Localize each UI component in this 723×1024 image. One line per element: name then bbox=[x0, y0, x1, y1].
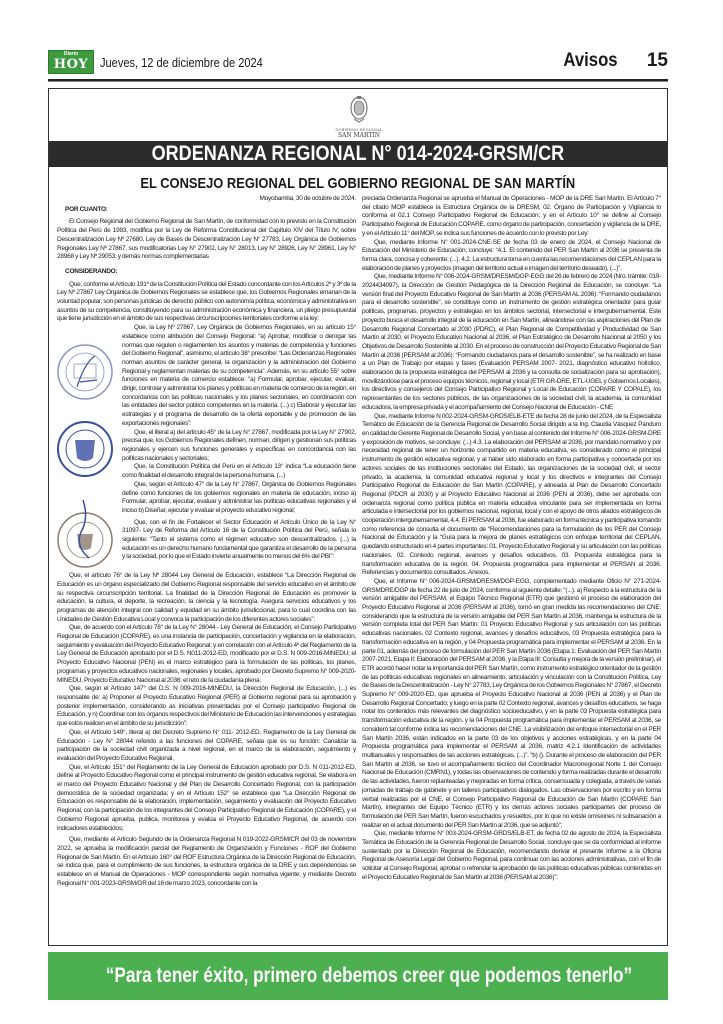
ordinance-title: ORDENANZA REGIONAL N° 014-2024-GRSM/CR bbox=[151, 142, 565, 165]
council-subtitle: EL CONSEJO REGIONAL DEL GOBIERNO REGIONAL DE SAN MARTÍN bbox=[140, 175, 576, 192]
issue-date: Jueves, 12 de diciembre de 2024 bbox=[100, 55, 263, 70]
section-name: Avisos bbox=[563, 50, 618, 71]
paragraph: Que, el artículo 76° de la Ley Nº 28044 Ley General de Educación, establece “La Dirección Regional de Educación es un órgano especializado del Gobierno Regional responsable del servicio educativo en el ámbito de su respectiva circunscripción territorial. La finalidad de la Dirección Regional de Educación es promover la educación, la cultura, el deporte, la recreación, la ciencia y la tecnología. Asegura servicios educativos y los programas de atención integral con calidad y equidad en su ámbito jurisdiccional, para lo cual coordina con las Unidades de Gestión Educativa Local y convoca la participación de los diferentes actores sociales”: bbox=[57, 572, 356, 623]
title-band bbox=[49, 141, 667, 167]
quote-banner bbox=[48, 952, 668, 1000]
paragraph: Que, conforme el Artículo 191º de la Constitución Política del Estado concordante con los Artículos 2º y 3º de la Ley Nº 27867 Ley Orgánica de Gobiernos Regionales se establece que, los Gobiernos Regionales emanan de la voluntad popular, son personas jurídicas de derecho público con autonomía política, económica y administrativa en asuntos de su competencia, constituyendo para su administración económica y financiera, un pliego presupuestal que tiene jurisdicción en el ámbito de sus respectivas circunscripciones territoriales conforme a la ley: bbox=[57, 280, 356, 323]
paragraph: Que, la Ley Nº 27867, Ley Orgánica de Gobiernos Regionales, en su artículo 15° establece como atribución del Consejo Regional: “a) Aprobar, modificar o derogar las normas que regulen o reglamenten los asuntos y materias de competencia y funciones del Gobierno Regional”, asimismo, el artículo 38° prescribe: “Las Ordenanzas Regionales norman asuntos de carácter general, la organización y la administración del Gobierno Regional y reglamentan materias de su competencia”. Además, en su artículo 55° sobre funciones en materia de comercio establece: “a) Formular, aprobar, ejecutar, evaluar, dirigir, controlar y administrar los planes y políticas en materia de comercio de la región, en concordancia con las políticas nacionales y los planes sectoriales, en coordinación con las entidades del sector público competentes en la materia. (...) c) Elaborar y ejecutar las estrategias y el programa de desarrollo de la oferta exportable y de promoción de las exportaciones regionales”: bbox=[122, 324, 356, 427]
paragraph: Que, mediante Informe N° 006-2024-GRSM/DRESM/DGP-EGG del 26 de febrero de 2024 (Nro. trámite: 019-2024434097), la Dirección de Gestión Pedagógica de la Dirección Regional de Educación, se concluye: “La versión final del Proyecto Educativo Regional de San Martín al 2036 (PERSAM AL 2036): “Formando ciudadanos para el desarrollo sostenible”, se constituye como un instrumento de gestión estratégica orientador para guiar políticas, programas, proyectos y estrategias en los ámbitos sectorial, intersectorial e intergubernamental. Este proyecto busca el desarrollo integral de la educación en San Martín, alineándose con las aspiraciones del Plan de Desarrollo Regional Concertado al 2030 (PDRC), el Plan Regional de Competitividad y Productividad de San Martín al 2030, el Proyecto Educativo Nacional al 2036, el Plan Estratégico de Desarrollo Nacional al 2050 y los Objetivos de Desarrollo Sostenible al 2030. En el proceso de construcción del Proyecto Educativo Regional de San Martín al 2036 (PERSAM al 2036): “Formando ciudadanos para el desarrollo sostenible”, se ha realizado en base a un Plan de Trabajo por etapas y fases (Evaluación PERSAM 2007- 2021, diagnóstico educativo holístico, elaboración de la propuesta estratégica del PERSAM al 2036 y la consulta de socialización para su aprobación), movilizándose para el proceso equipos técnicos, regional y local (ETR GR-DRE, ETL-UGEL y Gobiernos Locales), los directivos y consejeros del Consejo Participativo Regional y Local de Educación (COPARE Y COPALE), los representantes de los sectores públicos, de las organizaciones de la sociedad civil, la academia, la comunidad educadora, la empresa privada y el acompañamiento del Consejo Nacional de Educación - CNE bbox=[362, 273, 661, 411]
page-number: 15 bbox=[646, 50, 668, 71]
paragraph: El Consejo Regional del Gobierno Regional de San Martín, de conformidad con lo previsto en la Constitución Política del Perú de 1993, modifica por la Ley de Reforma Constitucional del Capítulo XIV del Título IV, sobre Descentralización Ley Nº 27680, Ley de Bases de Descentralización Ley N° 27783, Ley Orgánica de Gobiernos Regionales Ley Nº 27867, sus modificatorias Ley N° 27902, Ley N° 28013, Ley N° 28926, Ley N° 28961, Ley N° 28968 y Ley Nº 29053, y demás normas complementarias bbox=[57, 218, 356, 261]
council-stamp-icon bbox=[55, 420, 115, 478]
quote-text: “Para tener éxito, primero debemos creer que podemos tenerlo” bbox=[105, 964, 633, 987]
subtitle-wrap bbox=[49, 175, 667, 193]
notice-box bbox=[48, 88, 668, 946]
paragraph: Que, el Artículo 151° del Reglamento de la Ley General de Educación aprobado por D.S. N 011-2012-ED, define al Proyecto Educativo Regional como el principal instrumento de gestión educativa regional. Se elabora en el marco del Proyecto Educativo Nacional y del Plan de Desarrollo Concertado Regional, con la participación democrática de la sociedad organizada; y en el Artículo 152° se establece que “La Dirección Regional de Educación es responsable de la elaboración, implementación, seguimiento y evaluación del Proyecto Educativo Regional, con la participación de los integrantes del Consejo Participativo Regional de Educación (COPARE), y el Gobierno Regional aprueba, publica, monitorea y evalúa el Proyecto Educativo Regional, de acuerdo con indicadores establecidos; bbox=[57, 763, 356, 832]
considerando-heading: CONSIDERANDO: bbox=[65, 267, 118, 275]
logo-small-text: Diario bbox=[63, 51, 79, 57]
right-column bbox=[362, 195, 661, 883]
logo-line2: SAN MARTÍN bbox=[337, 132, 381, 139]
header-rule bbox=[48, 79, 668, 82]
paragraph: Que, según el Artículo 147° del D.S. N 009-2016-MINEDU, la Dirección Regional de Educación, (...) es responsable de: a) Proponer el Proyecto Educativo Regional (PER) al Gobierno regional para su aprobación y posterior implementación, considerando as iniciativas presentadas por el Consejo participativo Regional de Educación, y n) Coordinar con los órganos respectivos del Ministerio de Educación las intervenciones y estrategias que estos realicen en el ámbito de su jurisdicción”: bbox=[57, 685, 356, 728]
paragraph: Que, mediante el Artículo Segundo de la Ordenanza Regional N 019-2022-GRSM/CR del 03 de noviembre 2022, se aprueba la modificación parcial del Reglamento de Organización y Funciones - ROF del Gobierno Regional de San Martín. En el Artículo 160° del ROF Estructura Orgánica de la Dirección Regional de Educación, se indica que, para el cumplimiento de sus funciones, la estructura orgánica de la DRE y sus dependencias se establece en el Manual de Operaciones - MOP correspondiente según normativa vigente; y mediante Decreto Regional N° 001-2023-GRSM/GR del 16 de marzo 2023, concordante con la bbox=[57, 836, 356, 887]
por-cuanto-heading: POR CUANTO: bbox=[65, 205, 108, 213]
regional-stamp-icon bbox=[55, 342, 115, 402]
paragraph: Que, mediante Informe N° 003-2024-GRSM-GRDS/ELB-ET, de fecha 02 de agosto de 2024, la Especialista Temática de Educación de la Gerencia Regional de Desarrollo Social, concluye que se da conformidad al informe sustentado por la Dirección Regional de Educación, recomendando derivar el presente Informe a la Oficina Regional de Asesoría Legal del Gobierno Regional, para continuar con las acciones administrativas, con el fin de solicitar al Consejo Regional, aprobar o refrendar la aprobación de las políticas educativas públicas contenidas en el Proyecto Educativo Regional de San Martín al 2036 (PERSAM al 2036)”; bbox=[362, 830, 661, 881]
paragraph: Que, mediante Informe N° 001-2024-CNE-SE de fecha 03 de enero de 2024, el Consejo Nacional de Educación del Ministerio de Educación, concluye: “4.1. El contenido del PER San Martín al 2036 se presenta de forma clara, concisa y coherente; (...). 4.2. La estructura toma en cuenta las recomendaciones del CEPLAN para la elaboración de planes y proyectos (imagen del territorio actual e imagen del territorio deseado), (...)”. bbox=[362, 238, 661, 272]
paragraph: Que, el Informe N° 006-2024-GRSM/DRESM/DGP-EGG, complementado mediante Oficio N° 271-2024-GRSMDRE/DGP de fecha 22 de julio de 2024, conforme al siguiente detalle: “(...). a) Respecto a la estructura de la versión amigable del PERSAM, el Equipo Técnico Regional (ETR) que gestionó el proceso de elaboración del Proyecto Educativo Regional al 2036 (PERSAM al 2036), tomó en gran medida las recomendaciones del CNE: considerando que la estructura de la versión amigable del PER San Martín al 2036, mantenga la estructura de la versión completa total del PER San Martín: 01 Proyecto Educativo Regional y sus articulación con las políticas educativas nacionales, 02 Contexto regional, avances y desafíos educativos, 03 Propuesta estratégica para la transformación educativa en la región, y 04 Propuesta programática para implementar el PERSAM al 2036. En la parte 01, además del proceso de formulación del PER San Martín 2036 (Etapa 1: Evaluación del PER San Martín 2007-2021, Etapa II: Elaboración del PERSAM al 2036, y la Etapa III: Consulta y mejora de la versión preliminar), el ETR acordó hacer notar la importancia del PER San Martín, como instrumento estratégico orientador de la gestión de las políticas educativas regionales en alineamiento, articulación y vinculación con la Constitución Política, Ley de Bases de la Descentralización - Ley N° 27783, Ley Orgánica de los Gobiernos Regionales N° 27867, el Decreto Supremo N° 009-2020-ED, que aprueba el Proyecto Educativo Nacional al 2036 (PEN al 2036) y el Plan de Desarrollo Regional Concertado; y luego en la parte 02 Contexto regional, avances y desafíos educativos, se haga notar los contenidos más relevantes del diagnóstico socioeducativo, y en la parte 03 Propuesta estratégica para transformación educativa de la región, y la 04 Propuesta programática para implementar el PERSAM al 2036, se consideró tal conforme indica las recomendaciones del CNE. La visibilización del enfoque intersectorial en el PER San Martín 2036, están indicados en la parte 03 de los objetivos y acciones estratégicas, y en la parte 04 Propuesta programática para implementar el PERSAM al 2036, matriz 4.2.1 Identificación de actividades multianuales y responsables de las acciones estratégicas. (...)”. “b) (). Durante el proceso de elaboración del PER San Martín al 2036, se tuvo el acompañamiento técnico del Coordinador Macrorregional Norte 1 del Consejo Nacional de Educación (CMRN1), y todas las observaciones de contenido y forma realizadas durante el desarrollo de las actividades, fueron replanteadas y mejoradas en forma crítica, consensuada y colegiada, a través de varias jornadas de trabajo de gabinete y en talleres participativos dialogados. Las observaciones por escrito y en forma verbal realizadas por el CNE, el Consejo Participativo Regional de Educación de San Martín (COPARE San Martín), integrantes del Equipo Técnico (ETR) y los demás actores sociales participantes del proceso de formulación del PER San Martín, fueron escuchados y resueltos, por lo que no existe omisiones ni subsanación a realizar en el actual documento del PER San Martín al 2036, que se adjuntó”; bbox=[362, 577, 661, 829]
paragraph: Que, la Constitución Política del Perú en el Artículo 13° indica “La educación tiene como finalidad el desarrollo integral de la persona humana. (...) bbox=[122, 463, 356, 480]
paragraph: Que, de acuerdo con el Artículo 78° de la Ley N° 28044 - Ley General de Educación, el Consejo Participativo Regional de Educación (COPARE), es una instancia de participación, concertación y vigilancia en la elaboración, seguimiento y evaluación del Proyecto Educativo Regional; y en correlación con el Artículo 4º del Reglamento de la Ley General de Educación aprobado por el D.S. N011-2012-ED, modificado por el D.S. N 009-2016-MINEDU; el Proyecto Educativo Nacional (PEN) es el marco estratégico para la formulación de las políticas, los planes, programas y proyectos educativos nacionales, regionales y locales, aprobado por Decreto Supremo N° 009-2020-MINEDU, Proyecto Educativo Nacional al 2036: el reto de la ciudadanía plena: bbox=[57, 624, 356, 684]
paragraph: preciada Ordenanza Regional se aprueba el Manual de Operaciones - MOP de la DRE San Martín. El Artículo 7° del citado MOP establece la Estructura Orgánica de la DRESM, 02. Órgano de Participación y Vigilancia lo conforma el 02.1 Consejo Participativo Regional de Educación; y en el Artículo 10° se define al Consejo Participativo Regional de Educación COPARE, como órgano de participación, concertación y vigilancia de la DRE, y en el Artículo 11° del MOP, se indica sus funciones de acuerdo con lo previsto por Ley: bbox=[362, 195, 661, 237]
page-header bbox=[48, 48, 668, 76]
stamps-group bbox=[55, 340, 119, 572]
paragraph: Que, con el fin de Fortalecer el Sector Educación el Artículo Único de la Ley N° 31097- Ley de Reforma del Artículo 16 de la Constitución Política del Perú, señala lo siguiente: “Tanto el sistema como el régimen educativo son descentralizados. (...) la educación es un derecho humano fundamental que garantiza el desarrollo de la persona y la sociedad, por lo que el Estado invierte anualmente no menos del 6% del PBI”: bbox=[122, 518, 356, 561]
coat-of-arms-icon bbox=[348, 95, 370, 123]
paragraph: Que, el literal a) del artículo 45° de la Ley N° 27867, modificada por la Ley N° 27902, precisa que, los Gobiernos Regionales definen, norman, dirigen y gestionan sus políticas regionales y ejercen sus funciones generales y específicas en concordancia con las políticas nacionales y sectoriales; bbox=[122, 428, 356, 462]
place-date: Moyobamba, 30 de octubre de 2024. bbox=[259, 195, 356, 202]
secretary-stamp-icon bbox=[55, 498, 117, 570]
diario-hoy-logo bbox=[48, 50, 94, 74]
paragraph: Que, según el Artículo 47° de la Ley N° 27867, Orgánica de Gobiernos Regionales define como funciones de los gobiernos regionales en materia de educación, inciso a) Formular, aprobar, ejecutar, evaluar y administrar las políticas educativas regionales y el inciso b) Diseñar, ejecutar y evaluar el proyecto educativo regional; bbox=[122, 480, 356, 514]
left-column bbox=[57, 195, 356, 888]
gobierno-regional-logo bbox=[325, 95, 393, 139]
paragraph: Que, el Artículo 149°, literal a) del Decreto Supremo N° 011- 2012-ED, Reglamento de la Ley General de Educación - Ley N° 28044 referido a las funciones del COPARE, señala que es su función: Canalizar la participación de la sociedad civil organizada a nivel regional, en el marco de la elaboración, seguimiento y evaluación del Proyecto Educativo Regional, bbox=[57, 728, 356, 762]
logo-text: HOY bbox=[53, 57, 89, 72]
paragraph: Que, mediante Informe N 002-2024-GRSM-GRDS/ELB-ETE de fecha 28 de junio del 2024, de la Especialista Temático de Educación de la Gerencia Regional de Desarrollo Social dirigido a la Ing. Claudia Vásquez Panduro en calidad de Gerente Regional de Desarrollo Social, y en base al contenido del Informe N° 006-2024-GRSM-DRE y exposición de motivos, se concluye: (...) 4.3. La elaboración del PERSAM al 2036, por mandato normativo y por necesidad regional de tener un horizonte compartido en materia educativa, es considerado como el principal instrumento de gestión educativa regional, y al haber sido elaborado en forma participativa y concertada por los actores sociales de las instituciones sectoriales del Estado, las organizaciones de la sociedad civil, el sector privado, la academia, la comunidad educativa regional y local y los directivos e integrantes del Consejo Participativo Regional de Educación de San Martín (COPARE), y alineada al Plan de Desarrollo Concertado Regional (PDCR al 2030) y al Proyecto Educativo Nacional al 2036 (PEN al 2036), debe ser aprobada con ordenanza regional como política pública en materia educativa vinculante para ser implementada en forma articulada e intersectorial por los gobiernos nacional, regional, local y con el apoyo de otros aliados estratégicos de cooperación intergubernamental, 4.4. El PERSAM al 2036, fue elaborado en forma técnica y participativa tomando como referencia de consulta el documento de “Recomendaciones para la formulación de los PER del Consejo Nacional de Educación y la “Guía para la mejora de planes estratégicos con enfoque territorial del CEPLAN, quedando estructurado en 4 partes importantes: 01. Proyecto Educativo Regional y su articulación con las políticas nacionales. 02. Contexto regional, avances y desafíos educativos. 03. Propuesta estratégica para la transformación educativa de la región. 04. Propuesta programática para implementar el PERSAN al 2036. Referencias y documentos consultados. Anexos, bbox=[362, 412, 661, 577]
logo-line1: GOBIERNO REGIONAL bbox=[335, 128, 383, 132]
